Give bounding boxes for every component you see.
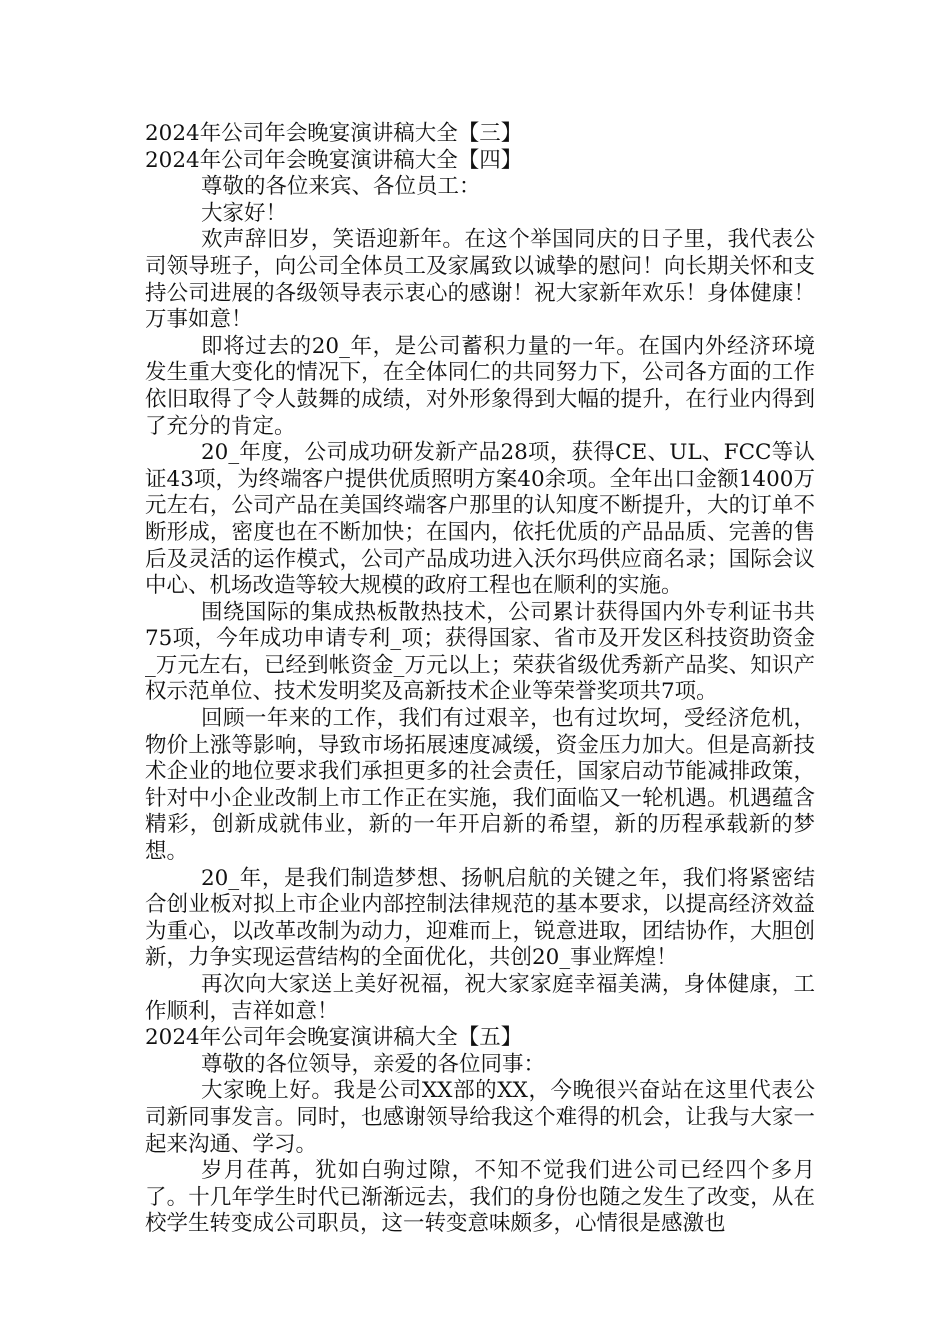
paragraph: 岁月荏苒，犹如白驹过隙，不知不觉我们进公司已经四个多月了。十几年学生时代已渐渐远去，我们的身份也随之发生了改变，从在校学生转变成公司职员，这一转变意味颇多，心情很是感激也 [145,1158,815,1237]
paragraph: 回顾一年来的工作，我们有过艰辛，也有过坎坷，受经济危机，物价上涨等影响，导致市场拓展速度减缓，资金压力加大。但是高新技术企业的地位要求我们承担更多的社会责任，国家启动节能减排政策，针对中小企业改制上市工作正在实施，我们面临又一轮机遇。机遇蕴含精彩，创新成就伟业，新的一年开启新的希望，新的历程承载新的梦想。 [145,706,815,865]
paragraph: 20_年度，公司成功研发新产品28项，获得CE、UL、FCC等认证43项，为终端客户提供优质照明方案40余项。全年出口金额1400万元左右，公司产品在美国终端客户那里的认知度不断提升，大的订单不断形成，密度也在不断加快；在国内，依托优质的产品品质、完善的售后及灵活的运作模式，公司产品成功进入沃尔玛供应商名录；国际会议中心、机场改造等较大规模的政府工程也在顺利的实施。 [145,440,815,599]
section-5-title: 2024年公司年会晚宴演讲稿大全【五】 [145,1025,523,1051]
paragraph: 20_年，是我们制造梦想、扬帆启航的关键之年，我们将紧密结合创业板对拟上市企业内部控制法律规范的基本要求，以提高经济效益为重心，以改革改制为动力，迎难而上，锐意进取，团结协作，大胆创新，力争实现运营结构的全面优化，共创20_事业辉煌！ [145,865,815,971]
salutation: 尊敬的各位来宾、各位员工： [201,174,481,200]
paragraph: 大家晚上好。我是公司XX部的XX，今晚很兴奋站在这里代表公司新同事发言。同时，也感谢领导给我这个难得的机会，让我与大家一起来沟通、学习。 [145,1078,815,1157]
greeting: 大家好！ [201,200,288,226]
section-4-title: 2024年公司年会晚宴演讲稿大全【四】 [145,147,523,173]
section-3-title: 2024年公司年会晚宴演讲稿大全【三】 [145,121,523,146]
paragraph: 再次向大家送上美好祝福，祝大家家庭幸福美满，身体健康，工作顺利，吉祥如意！ [145,972,815,1024]
salutation: 尊敬的各位领导，亲爱的各位同事： [201,1051,546,1077]
paragraph: 围绕国际的集成热板散热技术，公司累计获得国内外专利证书共75项，今年成功申请专利_项；获得国家、省市及开发区科技资助资金_万元左右，已经到帐资金_万元以上；荣获省级优秀新产品奖、知识产权示范单位、技术发明奖及高新技术企业等荣誉奖项共7项。 [145,599,815,705]
document-body [145,121,815,1238]
paragraph: 欢声辞旧岁，笑语迎新年。在这个举国同庆的日子里，我代表公司领导班子，向公司全体员工及家属致以诚挚的慰问！向长期关怀和支持公司进展的各级领导表示衷心的感谢！祝大家新年欢乐！身体健康！万事如意！ [145,227,815,333]
paragraph: 即将过去的20_年，是公司蓄积力量的一年。在国内外经济环境发生重大变化的情况下，在全体同仁的共同努力下，公司各方面的工作依旧取得了令人鼓舞的成绩，对外形象得到大幅的提升，在行业内得到了充分的肯定。 [145,333,815,439]
